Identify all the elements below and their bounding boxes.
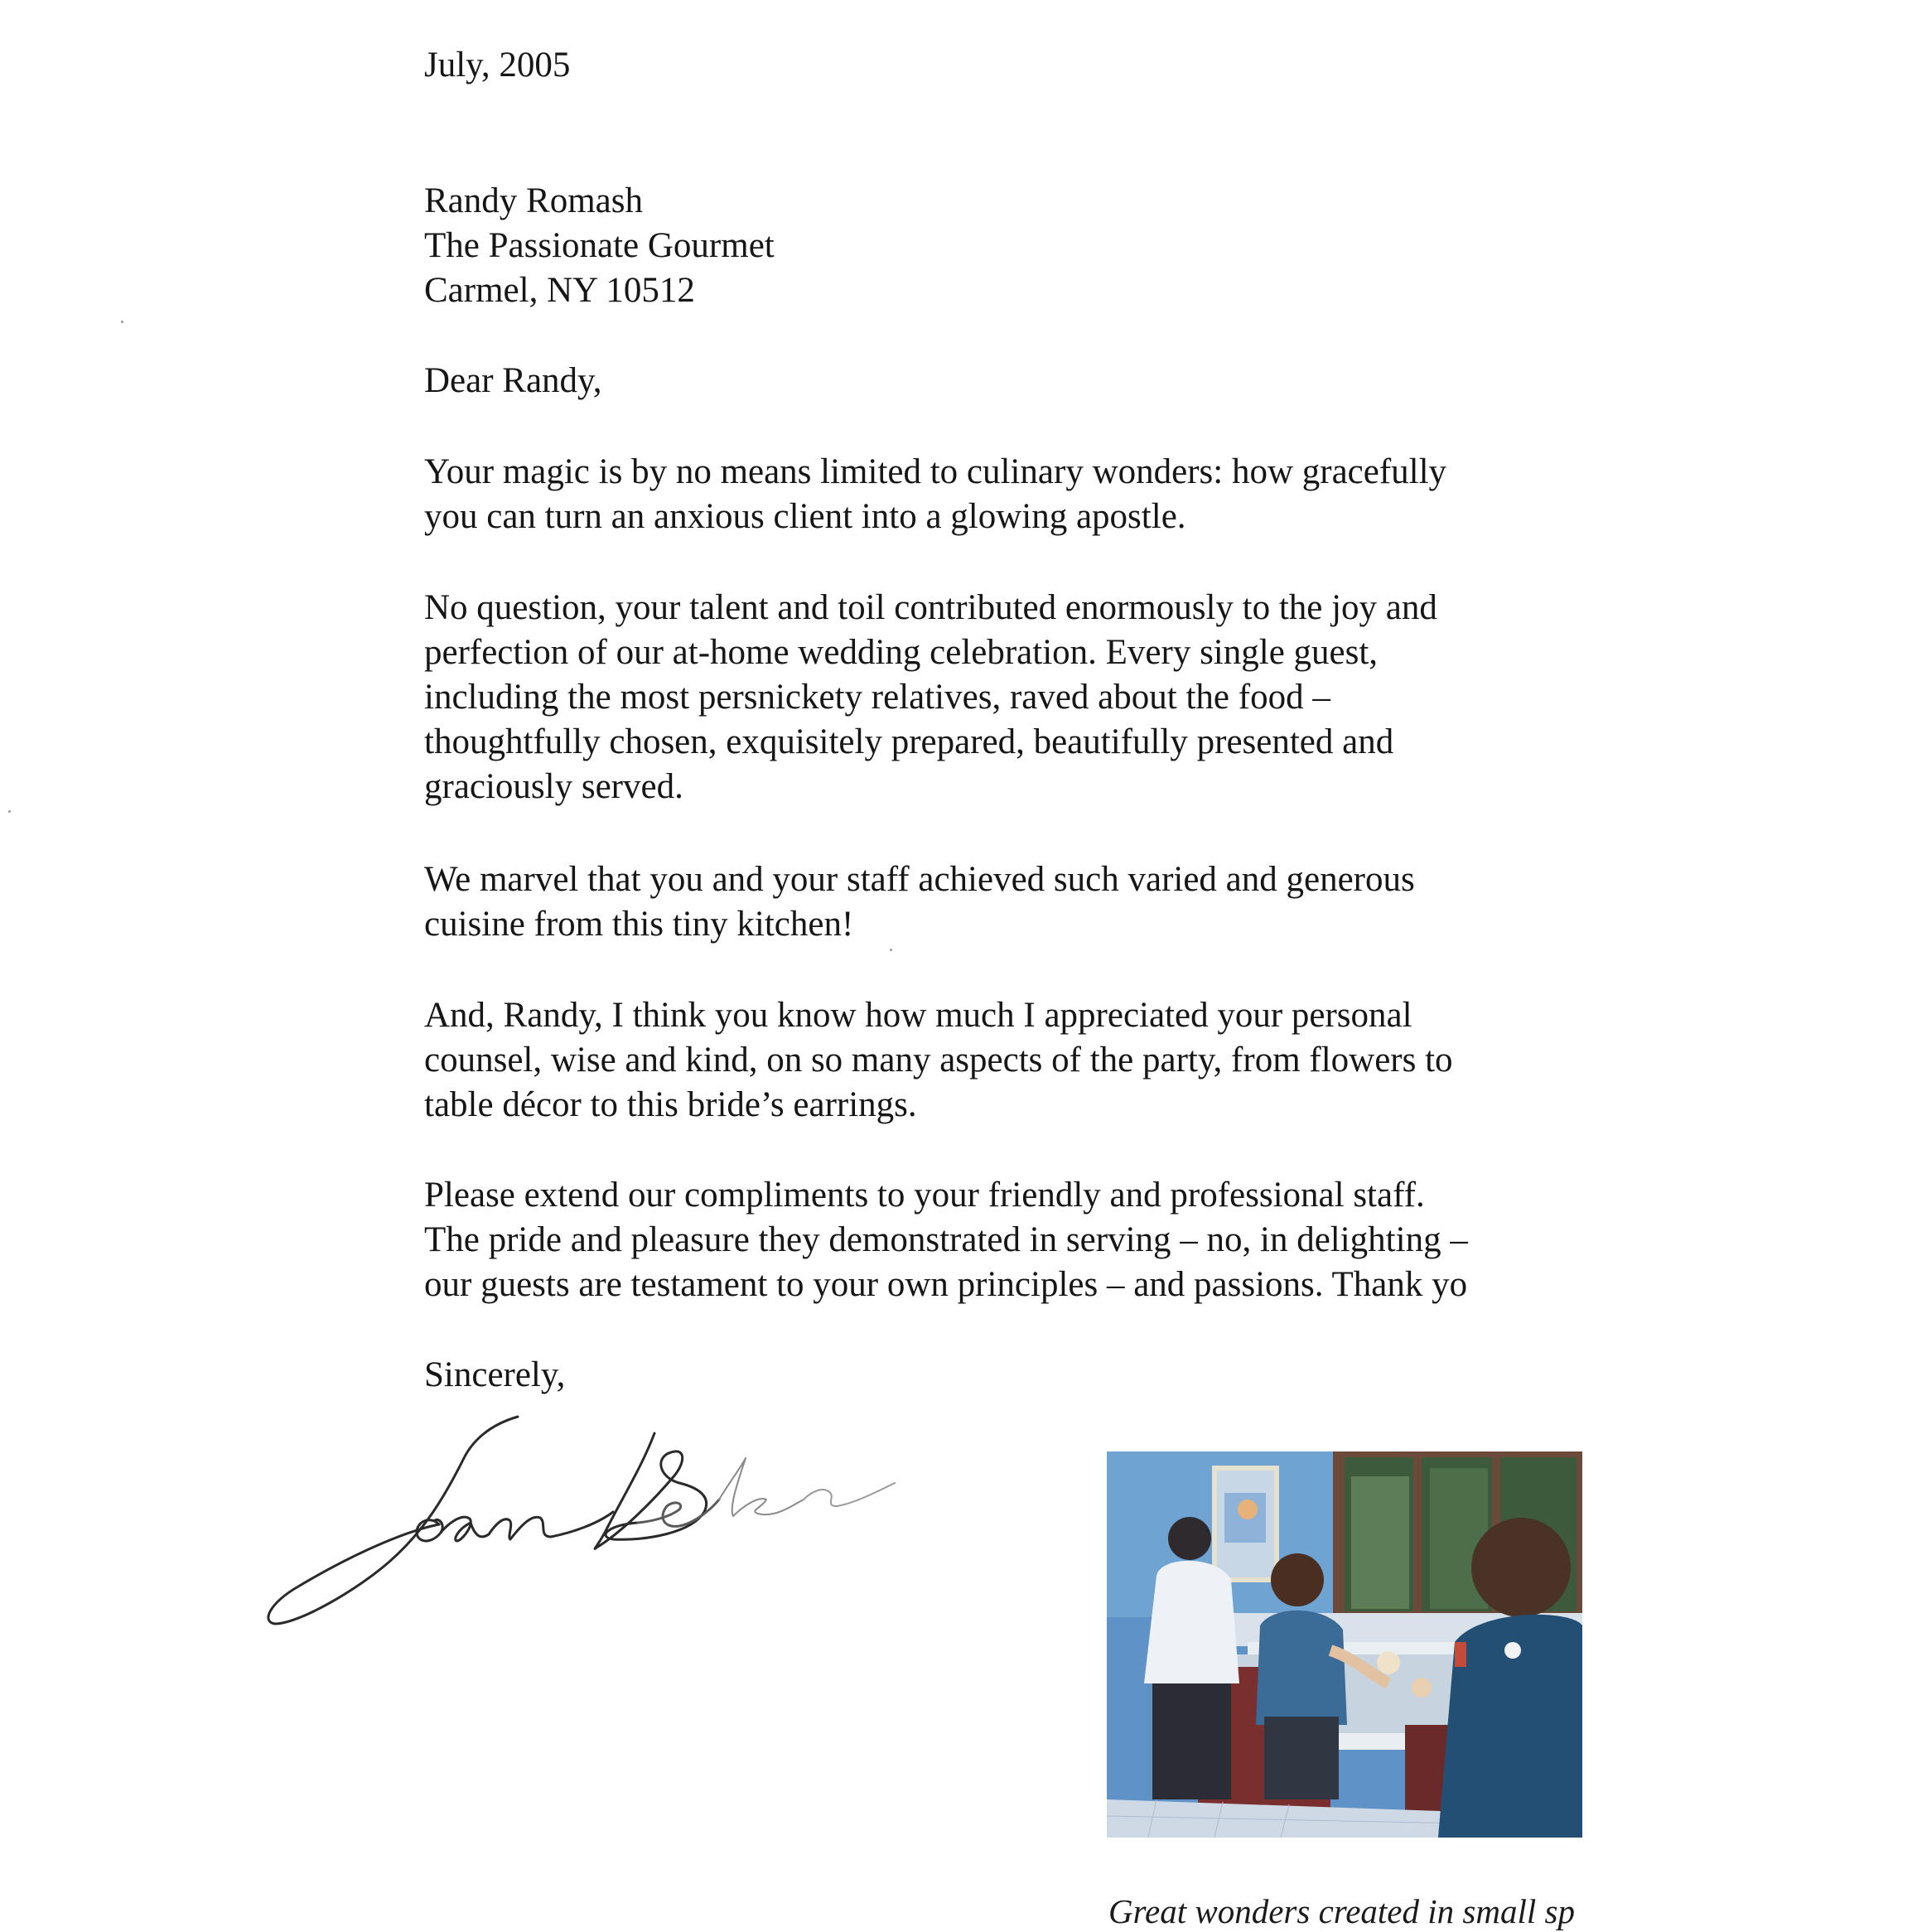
scan-speck bbox=[121, 321, 123, 323]
paragraph-line: We marvel that you and your staff achieved such varied and generous bbox=[424, 860, 1415, 899]
paragraph-line: counsel, wise and kind, on so many aspects of the party, from flowers to bbox=[424, 1041, 1453, 1080]
salutation: Dear Randy, bbox=[424, 361, 602, 400]
signature-icon bbox=[265, 1408, 1011, 1632]
paragraph-line: graciously served. bbox=[424, 767, 683, 806]
paragraph-line: thoughtfully chosen, exquisitely prepared, beautifully presented and bbox=[424, 722, 1394, 761]
scan-speck bbox=[8, 810, 11, 813]
scan-speck bbox=[890, 949, 892, 951]
paragraph-2 bbox=[424, 586, 1437, 809]
paragraph-line: Please extend our compliments to your friendly and professional staff. bbox=[424, 1176, 1425, 1215]
paragraph-line: you can turn an anxious client into a glowing apostle. bbox=[424, 497, 1186, 536]
paragraph-line: No question, your talent and toil contributed enormously to the joy and bbox=[424, 588, 1437, 627]
paragraph-line: our guests are testament to your own principles – and passions. Thank yo bbox=[424, 1265, 1468, 1304]
kitchen-photo-icon bbox=[1107, 1451, 1582, 1838]
paragraph-3 bbox=[424, 857, 1415, 947]
paragraph-line: cuisine from this tiny kitchen! bbox=[424, 905, 854, 944]
paragraph-line: including the most persnickety relatives, raved about the food – bbox=[424, 678, 1330, 717]
paragraph-line: And, Randy, I think you know how much I appreciated your personal bbox=[424, 996, 1412, 1035]
recipient-company: The Passionate Gourmet bbox=[424, 226, 775, 265]
paragraph-4 bbox=[424, 993, 1453, 1128]
paragraph-line: Your magic is by no means limited to culinary wonders: how gracefully bbox=[424, 452, 1447, 491]
paragraph-1 bbox=[424, 450, 1446, 539]
letter-date: July, 2005 bbox=[424, 46, 571, 85]
paragraph-line: perfection of our at-home wedding celebration. Every single guest, bbox=[424, 633, 1379, 672]
paragraph-5 bbox=[424, 1173, 1584, 1307]
recipient-city-line: Carmel, NY 10512 bbox=[424, 271, 695, 310]
recipient-name: Randy Romash bbox=[424, 181, 643, 220]
recipient-address bbox=[424, 179, 775, 313]
photo-caption: Great wonders created in small sp bbox=[1108, 1892, 1575, 1930]
paragraph-line: The pride and pleasure they demonstrated in serving – no, in delighting – bbox=[424, 1220, 1468, 1259]
paragraph-line: table décor to this bride’s earrings. bbox=[424, 1085, 917, 1124]
closing: Sincerely, bbox=[424, 1355, 566, 1394]
